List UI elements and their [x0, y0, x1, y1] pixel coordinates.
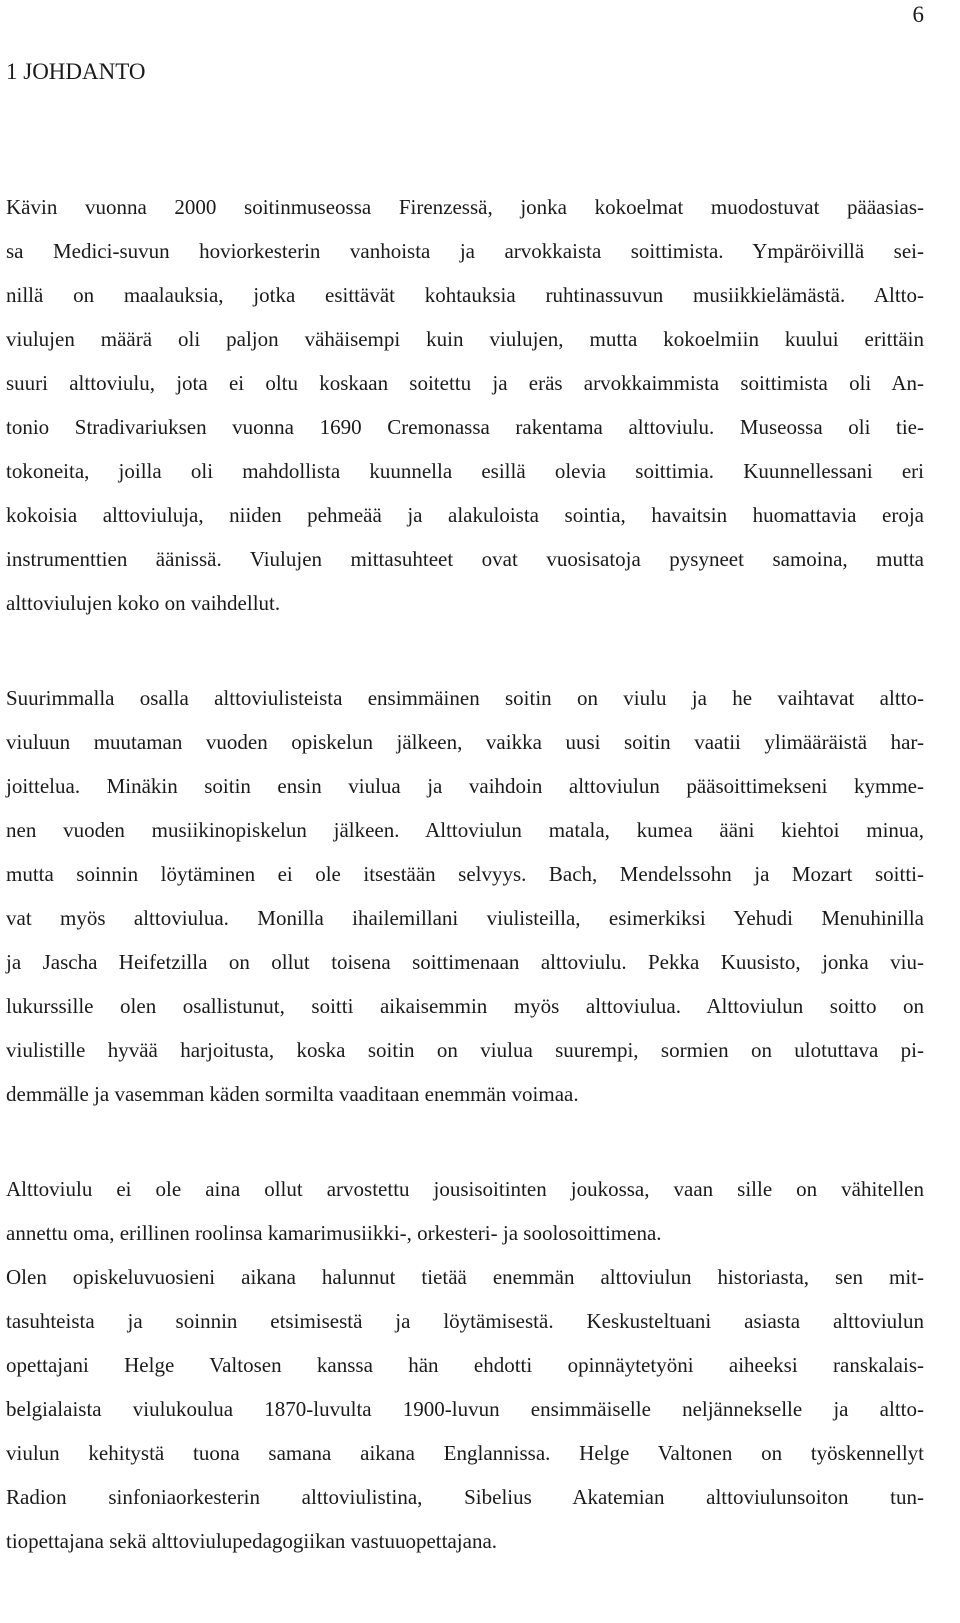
text-line: alttoviulujen koko on vaihdellut. [6, 591, 281, 615]
text-line: suuri alttoviulu, jota ei oltu koskaan soitettu ja eräs arvokkaimmista soittimista oli An- [6, 371, 924, 395]
text-line: tokoneita, joilla oli mahdollista kuunnella esillä olevia soittimia. Kuunnellessani eri [6, 459, 924, 483]
text-line: Alttoviulu ei ole aina ollut arvostettu jousisoitinten joukossa, vaan sille on vähitellen [6, 1177, 924, 1201]
text-line: instrumenttien äänissä. Viulujen mittasuhteet ovat vuosisatoja pysyneet samoina, mutta [6, 547, 924, 571]
text-line: mutta soinnin löytäminen ei ole itsestään selvyys. Bach, Mendelssohn ja Mozart soitti- [6, 862, 924, 886]
text-line: tonio Stradivariuksen vuonna 1690 Cremonassa rakentama alttoviulu. Museossa oli tie- [6, 415, 924, 439]
text-line: kokoisia alttoviuluja, niiden pehmeää ja alakuloista sointia, havaitsin huomattavia eroja [6, 503, 924, 527]
text-line: tasuhteista ja soinnin etsimisestä ja löytämisestä. Keskusteltuani asiasta alttoviulun [6, 1309, 924, 1333]
chapter-heading: 1 JOHDANTO [6, 59, 146, 84]
text-line: Radion sinfoniaorkesterin alttoviulistina, Sibelius Akatemian alttoviulunsoiton tun- [6, 1485, 924, 1509]
page-number: 6 [912, 2, 924, 27]
text-line: tiopettajana sekä alttoviulupedagogiikan vastuuopettajana. [6, 1529, 498, 1553]
text-line: ja Jascha Heifetzilla on ollut toisena soittimenaan alttoviulu. Pekka Kuusisto, jonka viu- [6, 950, 924, 974]
text-line: Suurimmalla osalla alttoviulisteista ensimmäinen soitin on viulu ja he vaihtavat altto- [6, 686, 924, 710]
text-line: viuluun muutaman vuoden opiskelun jälkeen, vaikka uusi soitin vaatii ylimääräistä har- [6, 730, 924, 754]
text-line: belgialaista viulukoulua 1870-luvulta 1900-luvun ensimmäiselle neljännekselle ja altto- [6, 1397, 924, 1421]
text-line: demmälle ja vasemman käden sormilta vaaditaan enemmän voimaa. [6, 1082, 579, 1106]
text-line: viulujen määrä oli paljon vähäisempi kuin viulujen, mutta kokoelmiin kuului erittäin [6, 327, 924, 351]
text-line: lukurssille olen osallistunut, soitti aikaisemmin myös alttoviulua. Alttoviulun soitto on [6, 994, 924, 1018]
text-line: vat myös alttoviulua. Monilla ihailemillani viulisteilla, esimerkiksi Yehudi Menuhinilla [6, 906, 924, 930]
text-line: viulistille hyvää harjoitusta, koska soitin on viulua suurempi, sormien on ulotuttava pi- [6, 1038, 924, 1062]
text-line: Olen opiskeluvuosieni aikana halunnut tietää enemmän alttoviulun historiasta, sen mit- [6, 1265, 924, 1289]
text-line: nen vuoden musiikinopiskelun jälkeen. Alttoviulun matala, kumea ääni kiehtoi minua, [6, 818, 924, 842]
text-line: viulun kehitystä tuona samana aikana Englannissa. Helge Valtonen on työskennellyt [6, 1441, 924, 1465]
text-line: Kävin vuonna 2000 soitinmuseossa Firenzessä, jonka kokoelmat muodostuvat pääasias- [6, 195, 924, 219]
text-line: annettu oma, erillinen roolinsa kamarimusiikki-, orkesteri- ja soolosoittimena. [6, 1221, 662, 1245]
text-line: sa Medici-suvun hoviorkesterin vanhoista ja arvokkaista soittimista. Ympäröivillä sei- [6, 239, 924, 263]
text-line: joittelua. Minäkin soitin ensin viulua ja vaihdoin alttoviulun pääsoittimekseni kymme- [6, 774, 924, 798]
text-line: nillä on maalauksia, jotka esittävät kohtauksia ruhtinassuvun musiikkielämästä. Altto- [6, 283, 924, 307]
text-line: opettajani Helge Valtosen kanssa hän ehdotti opinnäytetyöni aiheeksi ranskalais- [6, 1353, 924, 1377]
